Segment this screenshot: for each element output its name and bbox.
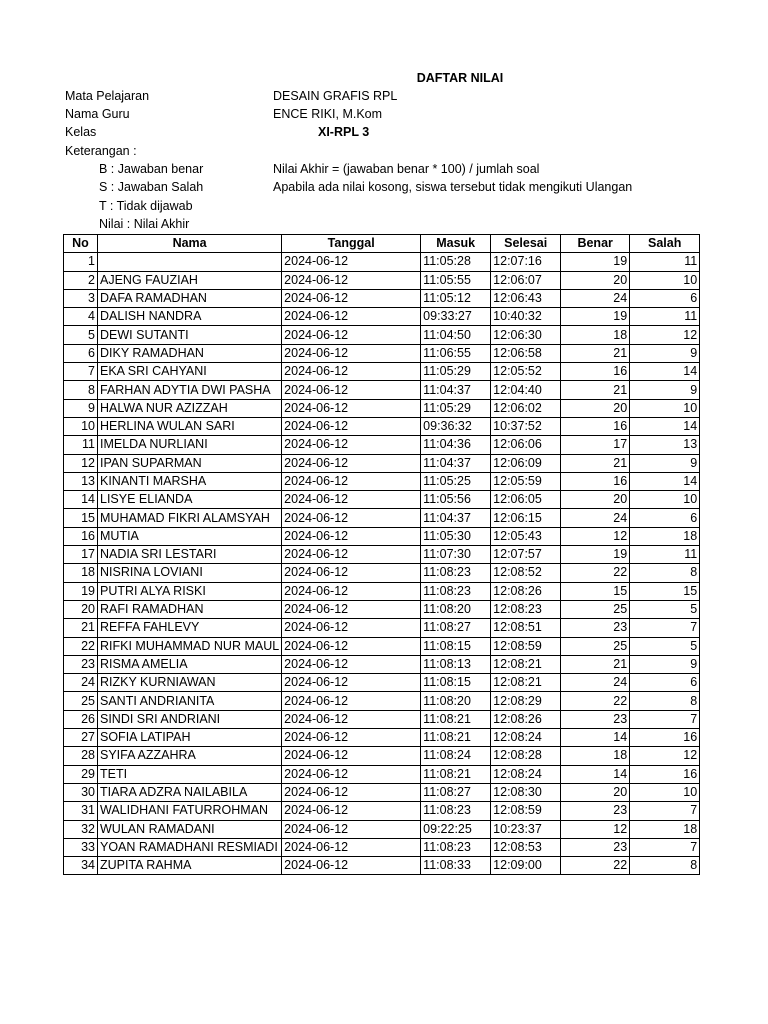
cell-selesai: 12:08:21 — [491, 655, 561, 673]
header-selesai: Selesai — [491, 235, 561, 253]
cell-masuk: 11:08:24 — [421, 747, 491, 765]
table-row — [64, 399, 700, 417]
cell-nama: SANTI ANDRIANITA — [98, 692, 282, 710]
cell-selesai: 12:08:52 — [491, 564, 561, 582]
cell-benar: 19 — [561, 546, 630, 564]
cell-masuk: 11:08:23 — [421, 838, 491, 856]
cell-salah: 9 — [630, 655, 700, 673]
cell-masuk: 11:05:30 — [421, 527, 491, 545]
cell-nama: SINDI SRI ANDRIANI — [98, 710, 282, 728]
cell-nama: TIARA ADZRA NAILABILA — [98, 783, 282, 801]
cell-nama: KINANTI MARSHA — [98, 472, 282, 490]
cell-salah: 14 — [630, 363, 700, 381]
table-row — [64, 710, 700, 728]
cell-salah: 8 — [630, 857, 700, 875]
cell-nama: MUHAMAD FIKRI ALAMSYAH — [98, 509, 282, 527]
cell-masuk: 11:04:37 — [421, 509, 491, 527]
cell-no: 11 — [64, 436, 98, 454]
cell-benar: 22 — [561, 692, 630, 710]
cell-nama: NISRINA LOVIANI — [98, 564, 282, 582]
cell-masuk: 11:08:21 — [421, 729, 491, 747]
cell-masuk: 11:05:25 — [421, 472, 491, 490]
table-row — [64, 289, 700, 307]
cell-masuk: 11:06:55 — [421, 344, 491, 362]
cell-salah: 10 — [630, 271, 700, 289]
cell-no: 24 — [64, 674, 98, 692]
cell-salah: 9 — [630, 344, 700, 362]
cell-masuk: 09:22:25 — [421, 820, 491, 838]
cell-salah: 5 — [630, 637, 700, 655]
cell-no: 14 — [64, 491, 98, 509]
cell-benar: 16 — [561, 417, 630, 435]
cell-no: 2 — [64, 271, 98, 289]
cell-nama: RIZKY KURNIAWAN — [98, 674, 282, 692]
header-benar: Benar — [561, 235, 630, 253]
header-salah: Salah — [630, 235, 700, 253]
cell-selesai: 12:06:58 — [491, 344, 561, 362]
cell-selesai: 10:40:32 — [491, 308, 561, 326]
cell-tanggal: 2024-06-12 — [282, 637, 421, 655]
table-row — [64, 454, 700, 472]
table-header-row — [64, 235, 700, 253]
cell-nama: RIFKI MUHAMMAD NUR MAUL — [98, 637, 282, 655]
cell-benar: 25 — [561, 637, 630, 655]
cell-tanggal: 2024-06-12 — [282, 491, 421, 509]
cell-masuk: 11:05:29 — [421, 399, 491, 417]
cell-nama: LISYE ELIANDA — [98, 491, 282, 509]
cell-salah: 7 — [630, 619, 700, 637]
cell-benar: 18 — [561, 326, 630, 344]
cell-tanggal: 2024-06-12 — [282, 582, 421, 600]
cell-tanggal: 2024-06-12 — [282, 527, 421, 545]
cell-no: 20 — [64, 600, 98, 618]
cell-salah: 8 — [630, 692, 700, 710]
cell-tanggal: 2024-06-12 — [282, 509, 421, 527]
cell-salah: 16 — [630, 765, 700, 783]
cell-masuk: 11:08:33 — [421, 857, 491, 875]
cell-no: 33 — [64, 838, 98, 856]
cell-nama: WULAN RAMADANI — [98, 820, 282, 838]
table-row — [64, 546, 700, 564]
cell-benar: 17 — [561, 436, 630, 454]
header-tanggal: Tanggal — [282, 235, 421, 253]
cell-no: 3 — [64, 289, 98, 307]
cell-tanggal: 2024-06-12 — [282, 655, 421, 673]
cell-nama: RAFI RAMADHAN — [98, 600, 282, 618]
keterangan-label: Keterangan : — [65, 144, 137, 158]
cell-benar: 24 — [561, 289, 630, 307]
table-row — [64, 765, 700, 783]
cell-salah: 5 — [630, 600, 700, 618]
cell-tanggal: 2024-06-12 — [282, 564, 421, 582]
cell-salah: 16 — [630, 729, 700, 747]
cell-salah: 11 — [630, 546, 700, 564]
cell-selesai: 12:08:23 — [491, 600, 561, 618]
legend-tidak: T : Tidak dijawab — [99, 199, 193, 213]
cell-selesai: 12:06:15 — [491, 509, 561, 527]
kelas-label: Kelas — [65, 125, 97, 139]
cell-masuk: 11:05:55 — [421, 271, 491, 289]
header-masuk: Masuk — [421, 235, 491, 253]
table-row — [64, 600, 700, 618]
cell-benar: 20 — [561, 399, 630, 417]
table-row — [64, 729, 700, 747]
cell-benar: 12 — [561, 527, 630, 545]
cell-selesai: 12:05:59 — [491, 472, 561, 490]
cell-no: 25 — [64, 692, 98, 710]
cell-tanggal: 2024-06-12 — [282, 253, 421, 271]
cell-salah: 12 — [630, 326, 700, 344]
cell-tanggal: 2024-06-12 — [282, 271, 421, 289]
table-row — [64, 253, 700, 271]
cell-masuk: 11:08:15 — [421, 637, 491, 655]
cell-nama: HERLINA WULAN SARI — [98, 417, 282, 435]
formula-text: Nilai Akhir = (jawaban benar * 100) / jumlah soal — [273, 162, 540, 176]
cell-masuk: 11:07:30 — [421, 546, 491, 564]
cell-no: 16 — [64, 527, 98, 545]
cell-masuk: 09:33:27 — [421, 308, 491, 326]
cell-no: 27 — [64, 729, 98, 747]
cell-no: 1 — [64, 253, 98, 271]
cell-tanggal: 2024-06-12 — [282, 674, 421, 692]
cell-selesai: 12:06:02 — [491, 399, 561, 417]
cell-no: 22 — [64, 637, 98, 655]
cell-no: 28 — [64, 747, 98, 765]
cell-no: 30 — [64, 783, 98, 801]
cell-benar: 23 — [561, 802, 630, 820]
cell-masuk: 11:04:50 — [421, 326, 491, 344]
cell-tanggal: 2024-06-12 — [282, 600, 421, 618]
cell-no: 31 — [64, 802, 98, 820]
cell-salah: 6 — [630, 509, 700, 527]
table-row — [64, 582, 700, 600]
guru-value: ENCE RIKI, M.Kom — [273, 107, 383, 121]
cell-tanggal: 2024-06-12 — [282, 619, 421, 637]
cell-selesai: 12:08:24 — [491, 765, 561, 783]
cell-nama: FARHAN ADYTIA DWI PASHA — [98, 381, 282, 399]
cell-salah: 12 — [630, 747, 700, 765]
cell-salah: 14 — [630, 417, 700, 435]
cell-masuk: 11:05:56 — [421, 491, 491, 509]
cell-benar: 16 — [561, 363, 630, 381]
cell-salah: 18 — [630, 820, 700, 838]
cell-benar: 23 — [561, 619, 630, 637]
table-row — [64, 838, 700, 856]
cell-selesai: 12:06:30 — [491, 326, 561, 344]
cell-no: 4 — [64, 308, 98, 326]
cell-benar: 18 — [561, 747, 630, 765]
cell-masuk: 11:08:23 — [421, 582, 491, 600]
cell-nama: DALISH NANDRA — [98, 308, 282, 326]
cell-masuk: 11:08:20 — [421, 600, 491, 618]
cell-selesai: 12:08:30 — [491, 783, 561, 801]
cell-tanggal: 2024-06-12 — [282, 857, 421, 875]
cell-nama: RISMA AMELIA — [98, 655, 282, 673]
cell-benar: 21 — [561, 454, 630, 472]
cell-salah: 9 — [630, 454, 700, 472]
cell-selesai: 12:06:05 — [491, 491, 561, 509]
cell-nama — [98, 253, 282, 271]
cell-no: 9 — [64, 399, 98, 417]
cell-masuk: 11:08:27 — [421, 619, 491, 637]
cell-selesai: 12:08:24 — [491, 729, 561, 747]
cell-nama: IMELDA NURLIANI — [98, 436, 282, 454]
cell-nama: AJENG FAUZIAH — [98, 271, 282, 289]
cell-tanggal: 2024-06-12 — [282, 472, 421, 490]
cell-tanggal: 2024-06-12 — [282, 454, 421, 472]
cell-selesai: 12:08:51 — [491, 619, 561, 637]
cell-selesai: 12:05:52 — [491, 363, 561, 381]
table-row — [64, 802, 700, 820]
cell-masuk: 11:05:28 — [421, 253, 491, 271]
cell-salah: 13 — [630, 436, 700, 454]
table-row — [64, 472, 700, 490]
cell-tanggal: 2024-06-12 — [282, 820, 421, 838]
legend-benar: B : Jawaban benar — [99, 162, 204, 176]
table-row — [64, 674, 700, 692]
cell-tanggal: 2024-06-12 — [282, 289, 421, 307]
table-row — [64, 363, 700, 381]
table-row — [64, 619, 700, 637]
cell-masuk: 11:08:13 — [421, 655, 491, 673]
cell-masuk: 11:08:21 — [421, 765, 491, 783]
table-row — [64, 747, 700, 765]
cell-benar: 14 — [561, 765, 630, 783]
table-row — [64, 417, 700, 435]
cell-no: 21 — [64, 619, 98, 637]
cell-benar: 23 — [561, 838, 630, 856]
cell-selesai: 12:06:07 — [491, 271, 561, 289]
cell-benar: 20 — [561, 491, 630, 509]
cell-benar: 20 — [561, 271, 630, 289]
cell-no: 17 — [64, 546, 98, 564]
cell-tanggal: 2024-06-12 — [282, 363, 421, 381]
cell-masuk: 11:05:12 — [421, 289, 491, 307]
cell-benar: 22 — [561, 564, 630, 582]
cell-salah: 18 — [630, 527, 700, 545]
cell-tanggal: 2024-06-12 — [282, 326, 421, 344]
cell-tanggal: 2024-06-12 — [282, 344, 421, 362]
cell-benar: 21 — [561, 344, 630, 362]
cell-salah: 10 — [630, 399, 700, 417]
cell-tanggal: 2024-06-12 — [282, 765, 421, 783]
cell-masuk: 11:08:15 — [421, 674, 491, 692]
cell-no: 8 — [64, 381, 98, 399]
cell-selesai: 12:08:26 — [491, 710, 561, 728]
table-row — [64, 637, 700, 655]
cell-tanggal: 2024-06-12 — [282, 417, 421, 435]
table-row — [64, 527, 700, 545]
mapel-label: Mata Pelajaran — [65, 89, 150, 103]
cell-nama: IPAN SUPARMAN — [98, 454, 282, 472]
cell-benar: 22 — [561, 857, 630, 875]
cell-masuk: 09:36:32 — [421, 417, 491, 435]
cell-tanggal: 2024-06-12 — [282, 692, 421, 710]
cell-no: 7 — [64, 363, 98, 381]
cell-no: 18 — [64, 564, 98, 582]
cell-nama: HALWA NUR AZIZZAH — [98, 399, 282, 417]
cell-selesai: 12:04:40 — [491, 381, 561, 399]
cell-benar: 19 — [561, 253, 630, 271]
cell-salah: 11 — [630, 308, 700, 326]
cell-masuk: 11:08:21 — [421, 710, 491, 728]
cell-salah: 8 — [630, 564, 700, 582]
cell-salah: 10 — [630, 783, 700, 801]
cell-nama: EKA SRI CAHYANI — [98, 363, 282, 381]
table-row — [64, 783, 700, 801]
cell-salah: 15 — [630, 582, 700, 600]
cell-nama: DIKY RAMADHAN — [98, 344, 282, 362]
cell-nama: REFFA FAHLEVY — [98, 619, 282, 637]
header-no: No — [64, 235, 98, 253]
cell-selesai: 10:37:52 — [491, 417, 561, 435]
cell-selesai: 12:08:59 — [491, 637, 561, 655]
cell-benar: 24 — [561, 509, 630, 527]
cell-no: 29 — [64, 765, 98, 783]
cell-masuk: 11:04:37 — [421, 454, 491, 472]
cell-selesai: 10:23:37 — [491, 820, 561, 838]
cell-selesai: 12:09:00 — [491, 857, 561, 875]
cell-no: 13 — [64, 472, 98, 490]
cell-benar: 21 — [561, 655, 630, 673]
table-row — [64, 381, 700, 399]
table-row — [64, 820, 700, 838]
cell-masuk: 11:08:27 — [421, 783, 491, 801]
cell-no: 15 — [64, 509, 98, 527]
cell-selesai: 12:05:43 — [491, 527, 561, 545]
cell-nama: SYIFA AZZAHRA — [98, 747, 282, 765]
cell-tanggal: 2024-06-12 — [282, 783, 421, 801]
cell-tanggal: 2024-06-12 — [282, 747, 421, 765]
cell-nama: WALIDHANI FATURROHMAN — [98, 802, 282, 820]
cell-masuk: 11:05:29 — [421, 363, 491, 381]
cell-tanggal: 2024-06-12 — [282, 308, 421, 326]
table-row — [64, 344, 700, 362]
table-row — [64, 564, 700, 582]
cell-selesai: 12:08:53 — [491, 838, 561, 856]
table-row — [64, 436, 700, 454]
cell-benar: 16 — [561, 472, 630, 490]
guru-label: Nama Guru — [65, 107, 130, 121]
cell-tanggal: 2024-06-12 — [282, 546, 421, 564]
table-row — [64, 509, 700, 527]
cell-benar: 14 — [561, 729, 630, 747]
cell-masuk: 11:08:23 — [421, 564, 491, 582]
cell-benar: 19 — [561, 308, 630, 326]
cell-selesai: 12:08:21 — [491, 674, 561, 692]
cell-nama: NADIA SRI LESTARI — [98, 546, 282, 564]
kelas-value: XI-RPL 3 — [318, 125, 370, 139]
mapel-value: DESAIN GRAFIS RPL — [273, 89, 398, 103]
cell-nama: TETI — [98, 765, 282, 783]
cell-salah: 6 — [630, 289, 700, 307]
cell-benar: 25 — [561, 600, 630, 618]
cell-masuk: 11:04:36 — [421, 436, 491, 454]
cell-salah: 6 — [630, 674, 700, 692]
cell-selesai: 12:07:16 — [491, 253, 561, 271]
grades-table — [63, 234, 700, 875]
cell-benar: 12 — [561, 820, 630, 838]
cell-selesai: 12:06:09 — [491, 454, 561, 472]
cell-selesai: 12:07:57 — [491, 546, 561, 564]
cell-no: 34 — [64, 857, 98, 875]
cell-salah: 9 — [630, 381, 700, 399]
cell-no: 32 — [64, 820, 98, 838]
cell-masuk: 11:08:20 — [421, 692, 491, 710]
cell-salah: 11 — [630, 253, 700, 271]
cell-selesai: 12:06:43 — [491, 289, 561, 307]
cell-tanggal: 2024-06-12 — [282, 436, 421, 454]
cell-tanggal: 2024-06-12 — [282, 802, 421, 820]
cell-selesai: 12:08:26 — [491, 582, 561, 600]
cell-benar: 23 — [561, 710, 630, 728]
table-row — [64, 655, 700, 673]
cell-tanggal: 2024-06-12 — [282, 838, 421, 856]
cell-selesai: 12:06:06 — [491, 436, 561, 454]
cell-selesai: 12:08:28 — [491, 747, 561, 765]
cell-benar: 20 — [561, 783, 630, 801]
cell-tanggal: 2024-06-12 — [282, 381, 421, 399]
table-row — [64, 308, 700, 326]
cell-benar: 24 — [561, 674, 630, 692]
table-row — [64, 491, 700, 509]
cell-salah: 14 — [630, 472, 700, 490]
cell-no: 23 — [64, 655, 98, 673]
cell-benar: 15 — [561, 582, 630, 600]
cell-benar: 21 — [561, 381, 630, 399]
cell-masuk: 11:04:37 — [421, 381, 491, 399]
legend-nilai: Nilai : Nilai Akhir — [99, 217, 190, 231]
cell-tanggal: 2024-06-12 — [282, 729, 421, 747]
note-text: Apabila ada nilai kosong, siswa tersebut tidak mengikuti Ulangan — [273, 180, 633, 194]
cell-nama: SOFIA LATIPAH — [98, 729, 282, 747]
cell-nama: DAFA RAMADHAN — [98, 289, 282, 307]
cell-selesai: 12:08:59 — [491, 802, 561, 820]
cell-nama: ZUPITA RAHMA — [98, 857, 282, 875]
cell-nama: DEWI SUTANTI — [98, 326, 282, 344]
cell-no: 26 — [64, 710, 98, 728]
cell-salah: 7 — [630, 710, 700, 728]
cell-no: 10 — [64, 417, 98, 435]
cell-nama: YOAN RAMADHANI RESMIADI — [98, 838, 282, 856]
cell-no: 12 — [64, 454, 98, 472]
cell-masuk: 11:08:23 — [421, 802, 491, 820]
cell-salah: 10 — [630, 491, 700, 509]
cell-selesai: 12:08:29 — [491, 692, 561, 710]
cell-salah: 7 — [630, 802, 700, 820]
table-row — [64, 271, 700, 289]
cell-no: 5 — [64, 326, 98, 344]
table-row — [64, 692, 700, 710]
table-row — [64, 857, 700, 875]
cell-tanggal: 2024-06-12 — [282, 710, 421, 728]
cell-nama: PUTRI ALYA RISKI — [98, 582, 282, 600]
page-title: DAFTAR NILAI — [416, 71, 504, 85]
cell-tanggal: 2024-06-12 — [282, 399, 421, 417]
cell-nama: MUTIA — [98, 527, 282, 545]
table-row — [64, 326, 700, 344]
cell-salah: 7 — [630, 838, 700, 856]
cell-no: 19 — [64, 582, 98, 600]
header-nama: Nama — [98, 235, 282, 253]
legend-salah: S : Jawaban Salah — [99, 180, 204, 194]
cell-no: 6 — [64, 344, 98, 362]
